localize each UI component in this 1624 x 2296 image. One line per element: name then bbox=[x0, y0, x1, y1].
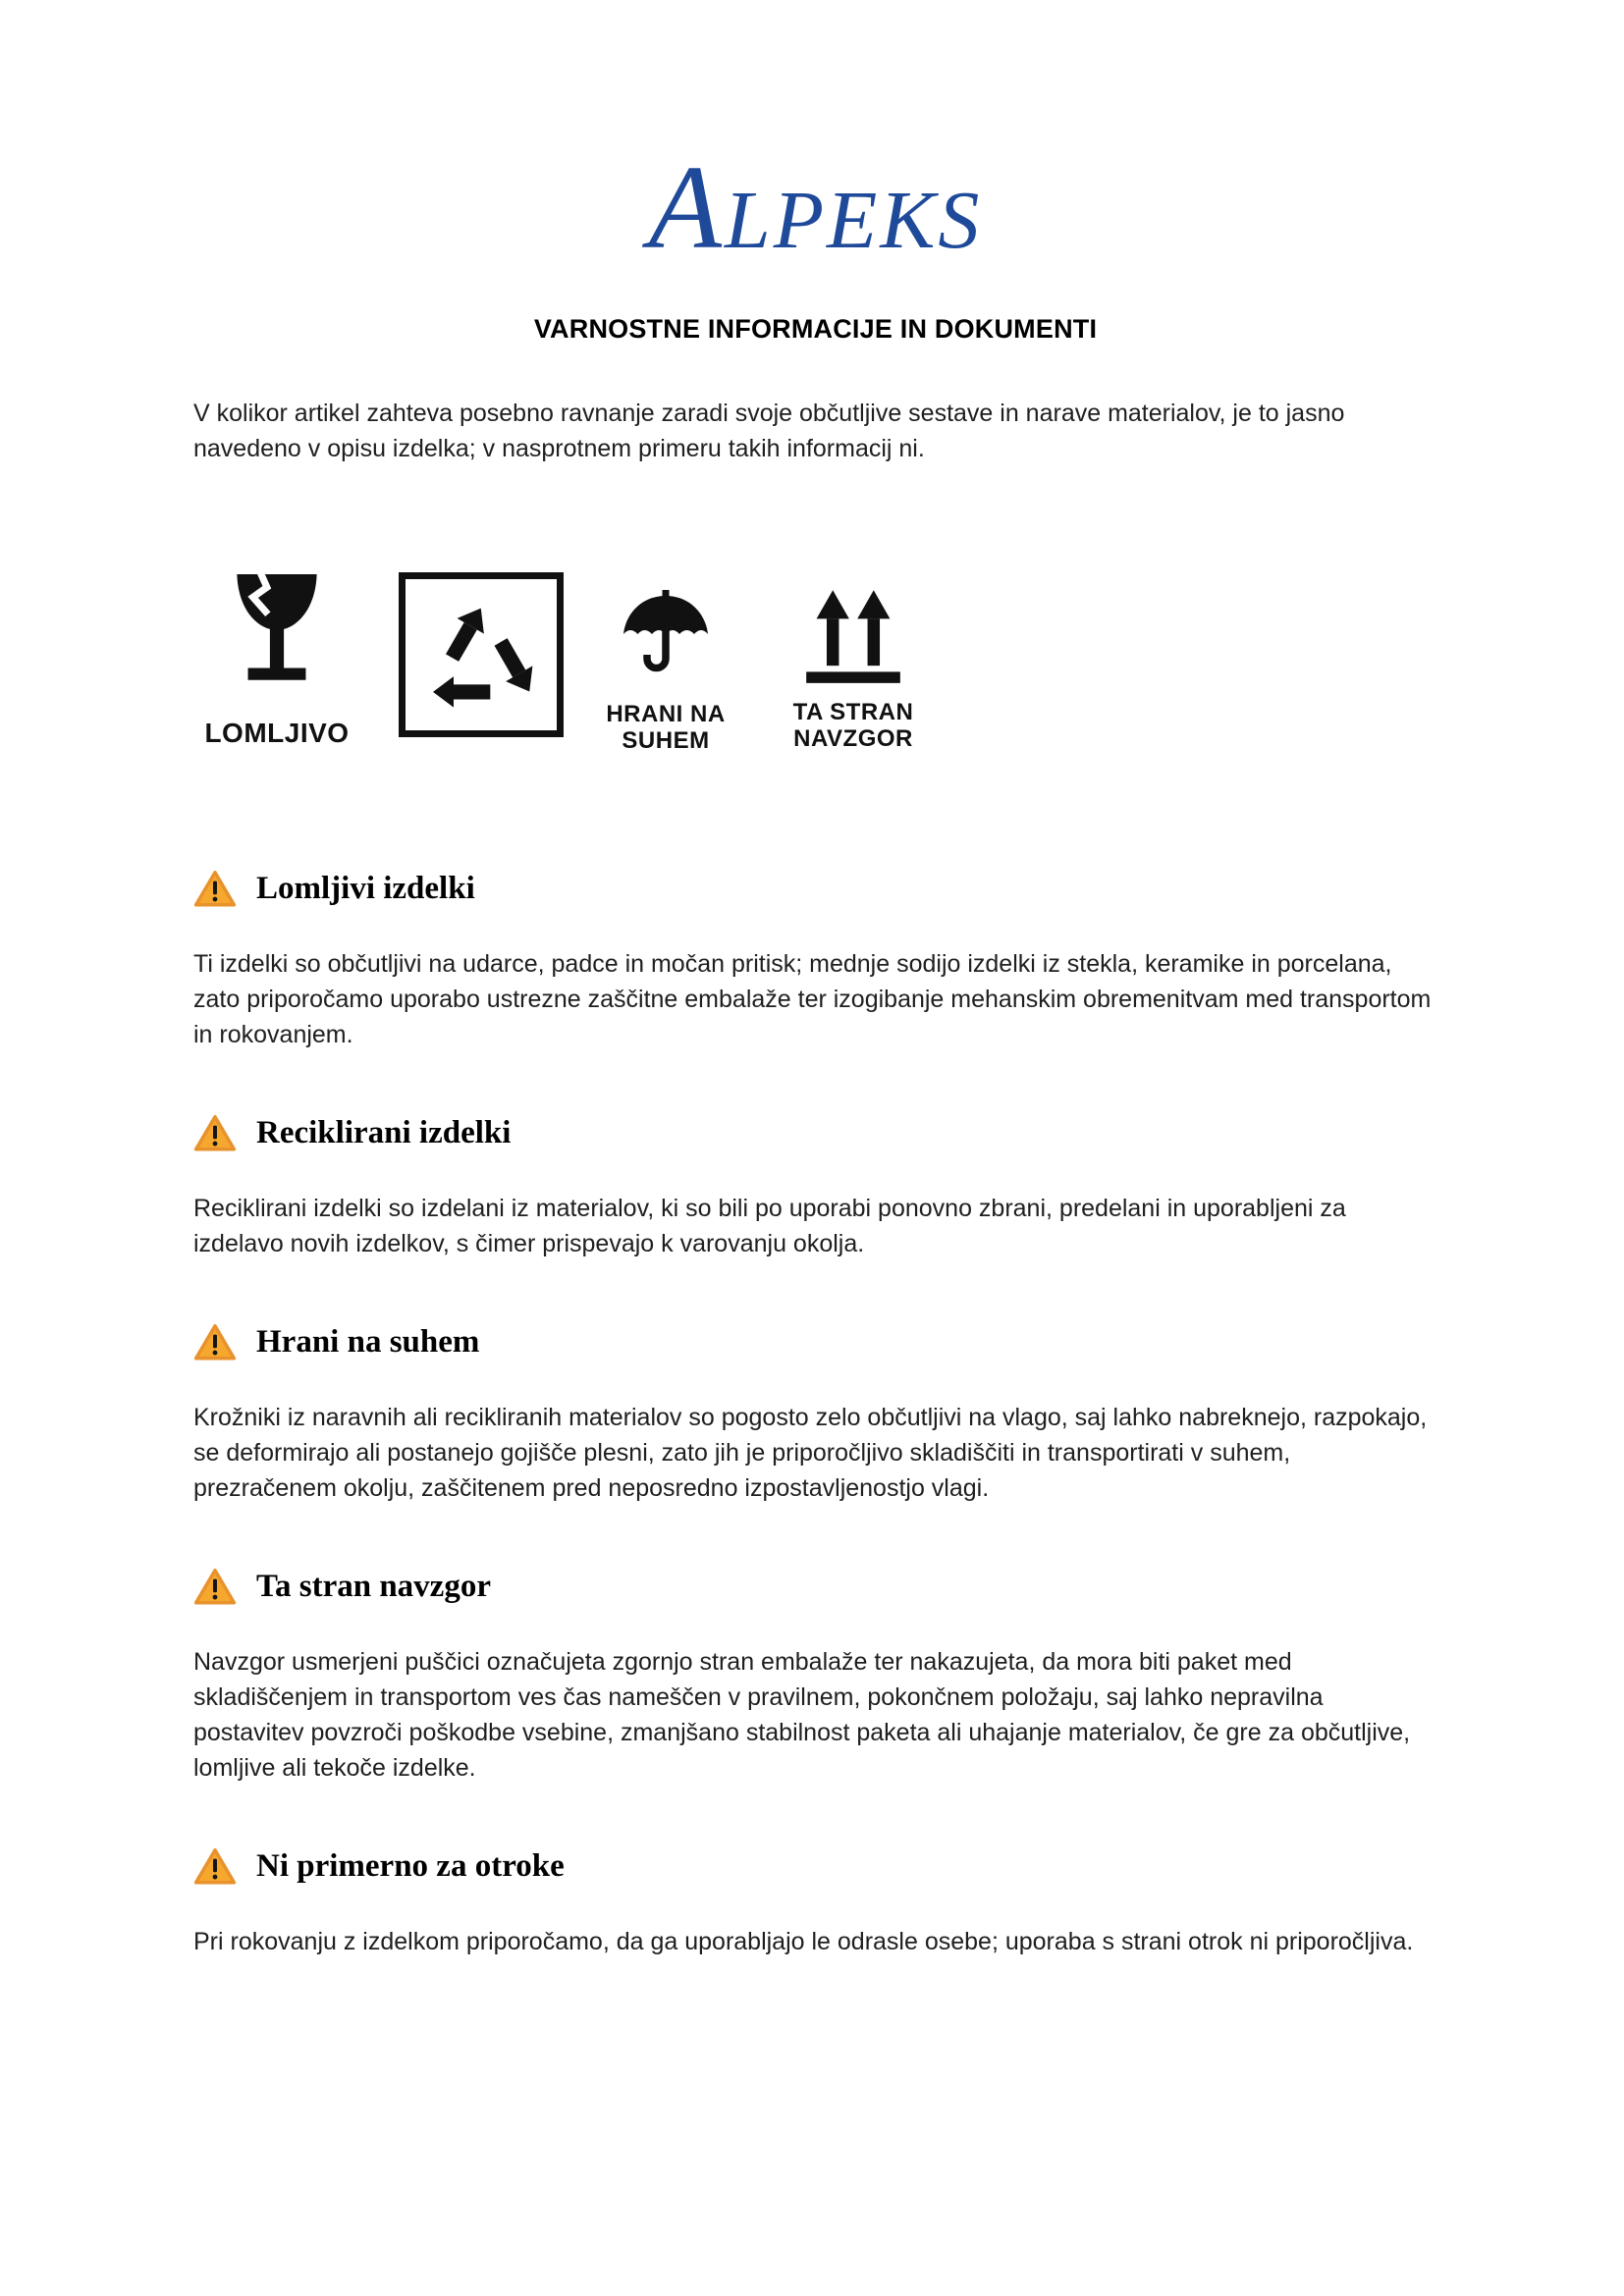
this-side-up-arrows-icon bbox=[802, 586, 904, 686]
fragile-broken-glass-icon bbox=[227, 572, 327, 698]
warning-icon bbox=[193, 1113, 237, 1153]
section-paragraph: Reciklirani izdelki so izdelani iz materialov, ki so bili po uporabi ponovno zbrani, predelani in uporabljeni za izdelavo novih izdelkov, s čimer prispevajo k varovanju okolja. bbox=[193, 1194, 1346, 1257]
section-not-for-children bbox=[193, 1846, 1437, 1959]
this-side-up-label: TA STRAN NAVZGOR bbox=[792, 698, 914, 752]
section-title: Ni primerno za otroke bbox=[256, 1847, 565, 1884]
recycling-icon bbox=[419, 593, 543, 717]
section-fragile-products bbox=[193, 869, 1437, 1052]
section-paragraph: Krožniki iz naravnih ali recikliranih materialov so pogosto zelo občutljivi na vlago, saj lahko nabreknejo, razpokajo, se deformirajo ali postanejo gojišče plesni, zato jih je priporočljivo skladiščiti in transportirati v suhem, prezračenem okolju, zaščitenem pred neposredno izpostavljenostjo vlagi. bbox=[193, 1403, 1428, 1502]
section-paragraph: Pri rokovanju z izdelkom priporočamo, da ga uporabljajo le odrasle osebe; uporaba s strani otrok ni priporočljiva. bbox=[193, 1927, 1414, 1955]
section-title: Lomljivi izdelki bbox=[256, 870, 475, 906]
section-title: Hrani na suhem bbox=[256, 1323, 480, 1360]
this-side-up-symbol bbox=[775, 572, 932, 753]
fragile-label: LOMLJIVO bbox=[204, 717, 350, 748]
warning-icon bbox=[193, 869, 237, 909]
warning-icon bbox=[193, 1322, 237, 1362]
packaging-symbols-row bbox=[193, 572, 1437, 755]
logo: ALPEKS bbox=[648, 141, 983, 274]
fragile-symbol bbox=[193, 572, 360, 748]
warning-icon bbox=[193, 1567, 237, 1607]
keep-dry-symbol bbox=[592, 572, 739, 755]
section-recycled-products bbox=[193, 1113, 1437, 1261]
section-this-side-up bbox=[193, 1567, 1437, 1786]
keep-dry-umbrella-icon bbox=[617, 586, 715, 688]
document-title: VARNOSTNE INFORMACIJE IN DOKUMENTI bbox=[533, 313, 1098, 344]
keep-dry-label: HRANI NA SUHEM bbox=[606, 700, 726, 754]
recycling-symbol bbox=[398, 572, 565, 737]
section-title: Ta stran navzgor bbox=[256, 1568, 491, 1604]
intro-paragraph: V kolikor artikel zahteva posebno ravnanje zaradi svoje občutljive sestave in narave materialov, je to jasno navedeno v opisu izdelka; v nasprotnem primeru takih informacij ni. bbox=[193, 399, 1345, 462]
section-keep-dry bbox=[193, 1322, 1437, 1506]
section-paragraph: Navzgor usmerjeni puščici označujeta zgornjo stran embalaže ter nakazujeta, da mora biti paket med skladiščenjem in transportom ves čas nameščen v pravilnem, pokončnem položaju, saj lahko nepravilna postavitev povzroči poškodbe vsebine, zmanjšano stabilnost paketa ali uhajanje materialov, če gre za občutljive, lomljive ali tekoče izdelke. bbox=[193, 1647, 1411, 1782]
recycling-icon-frame bbox=[399, 572, 564, 737]
section-title: Reciklirani izdelki bbox=[256, 1114, 512, 1150]
warning-icon bbox=[193, 1846, 237, 1887]
section-paragraph: Ti izdelki so občutljivi na udarce, padce in močan pritisk; mednje sodijo izdelki iz stekla, keramike in porcelana, zato priporočamo uporabo ustrezne zaščitne embalaže ter izogibanje mehanskim obremenitvam med transportom in rokovanjem. bbox=[193, 949, 1432, 1048]
